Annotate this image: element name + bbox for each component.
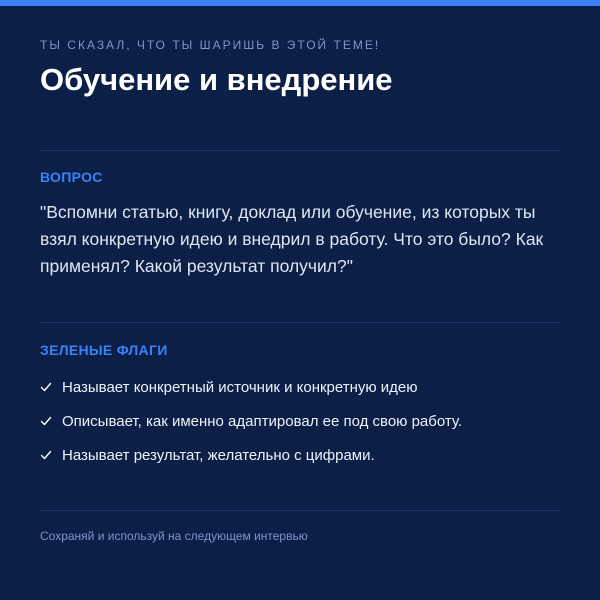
green-flag-text: Называет конкретный источник и конкретную идею bbox=[62, 379, 418, 396]
check-icon bbox=[40, 415, 52, 427]
check-icon bbox=[40, 381, 52, 393]
question-text: "Вспомни статью, книгу, доклад или обучение, из которых ты взял конкретную идею и внедрил в работу. Что это было? Как применял? Какой результат получил?" bbox=[40, 202, 544, 276]
top-accent-bar bbox=[0, 0, 600, 6]
green-flags-label: ЗЕЛЕНЫЕ ФЛАГИ bbox=[40, 342, 168, 358]
eyebrow-text: ТЫ СКАЗАЛ, ЧТО ТЫ ШАРИШЬ В ЭТОЙ ТЕМЕ! bbox=[40, 38, 381, 52]
divider-middle bbox=[40, 322, 560, 323]
green-flag-item bbox=[40, 378, 462, 412]
footer-note: Сохраняй и используй на следующем интервью bbox=[40, 529, 308, 543]
question-label: ВОПРОС bbox=[40, 169, 103, 185]
green-flag-item bbox=[40, 446, 462, 480]
green-flags-list bbox=[40, 378, 462, 480]
page-title: Обучение и внедрение bbox=[40, 62, 393, 97]
divider-top bbox=[40, 150, 560, 151]
green-flag-item bbox=[40, 412, 462, 446]
green-flag-text: Называет результат, желательно с цифрами. bbox=[62, 447, 375, 464]
divider-bottom bbox=[40, 510, 560, 511]
check-icon bbox=[40, 449, 52, 461]
green-flag-text: Описывает, как именно адаптировал ее под свою работу. bbox=[62, 413, 463, 430]
